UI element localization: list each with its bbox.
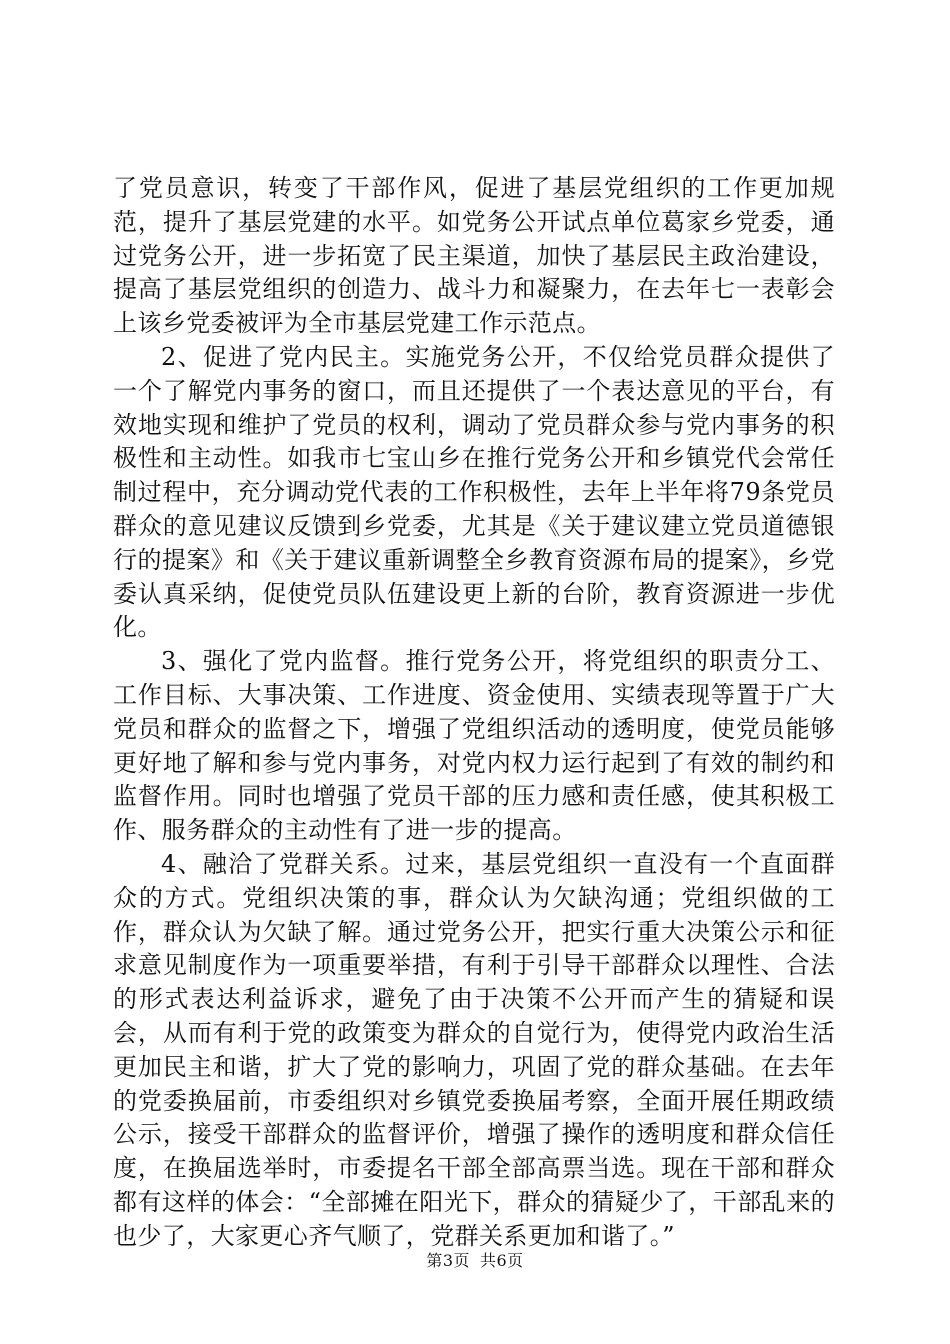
paragraph-continuation: 了党员意识，转变了干部作风，促进了基层党组织的工作更加规范，提升了基层党建的水平。如党务公开试点单位葛家乡党委，通过党务公开，进一步拓宽了民主渠道，加快了基层民主政治建设，提高了基层党组织的创造力、战斗力和凝聚力，在去年七一表彰会上该乡党委被评为全市基层党建工作示范点。 [113,174,835,338]
paragraph-strengthen-supervision: 3、强化了党内监督。推行党务公开，将党组织的职责分工、工作目标、大事决策、工作进度、资金使用、实绩表现等置于广大党员和群众的监督之下，增强了党组织活动的透明度，使党员能够更好地了解和参与党内事务，对党内权力运行起到了有效的制约和监督作用。同时也增强了党员干部的压力感和责任感，使其积极工作、服务群众的主动性有了进一步的提高。 [113,647,835,845]
page-footer [0,1248,950,1271]
document-body [113,172,835,1254]
page-total: 共6页 [480,1251,524,1270]
paragraph-promote-democracy: 2、促进了党内民主。实施党务公开，不仅给党员群众提供了一个了解党内事务的窗口，而且还提供了一个表达意见的平台，有效地实现和维护了党员的权利，调动了党员群众参与党内事务的积极性和主动性。如我市七宝山乡在推行党务公开和乡镇党代会常任制过程中，充分调动党代表的工作积极性，去年上半年将79条党员群众的意见建议反馈到乡党委，尤其是《关于建议建立党员道德银行的提案》和《关于建议重新调整全乡教育资源布局的提案》，乡党委认真采纳，促使党员队伍建设更上新的台阶，教育资源进一步优化。 [113,342,835,642]
paragraph-harmonize-relations: 4、融洽了党群关系。过来，基层党组织一直没有一个直面群众的方式。党组织决策的事，群众认为欠缺沟通；党组织做的工作，群众认为欠缺了解。通过党务公开，把实行重大决策公示和征求意见制度作为一项重要举措，有利于引导干部群众以理性、合法的形式表达利益诉求，避免了由于决策不公开而产生的猜疑和误会，从而有利于党的政策变为群众的自觉行为，使得党内政治生活更加民主和谐，扩大了党的影响力，巩固了党的群众基础。在去年的党委换届前，市委组织对乡镇党委换届考察，全面开展任期政绩公示，接受干部群众的监督评价，增强了操作的透明度和群众信任度，在换届选举时，市委提名干部全部高票当选。现在干部和群众都有这样的体会：“全部摊在阳光下，群众的猜疑少了，干部乱来的也少了，大家更心齐气顺了，党群关系更加和谐了。” [113,849,835,1250]
page-number: 第3页 [426,1251,470,1270]
